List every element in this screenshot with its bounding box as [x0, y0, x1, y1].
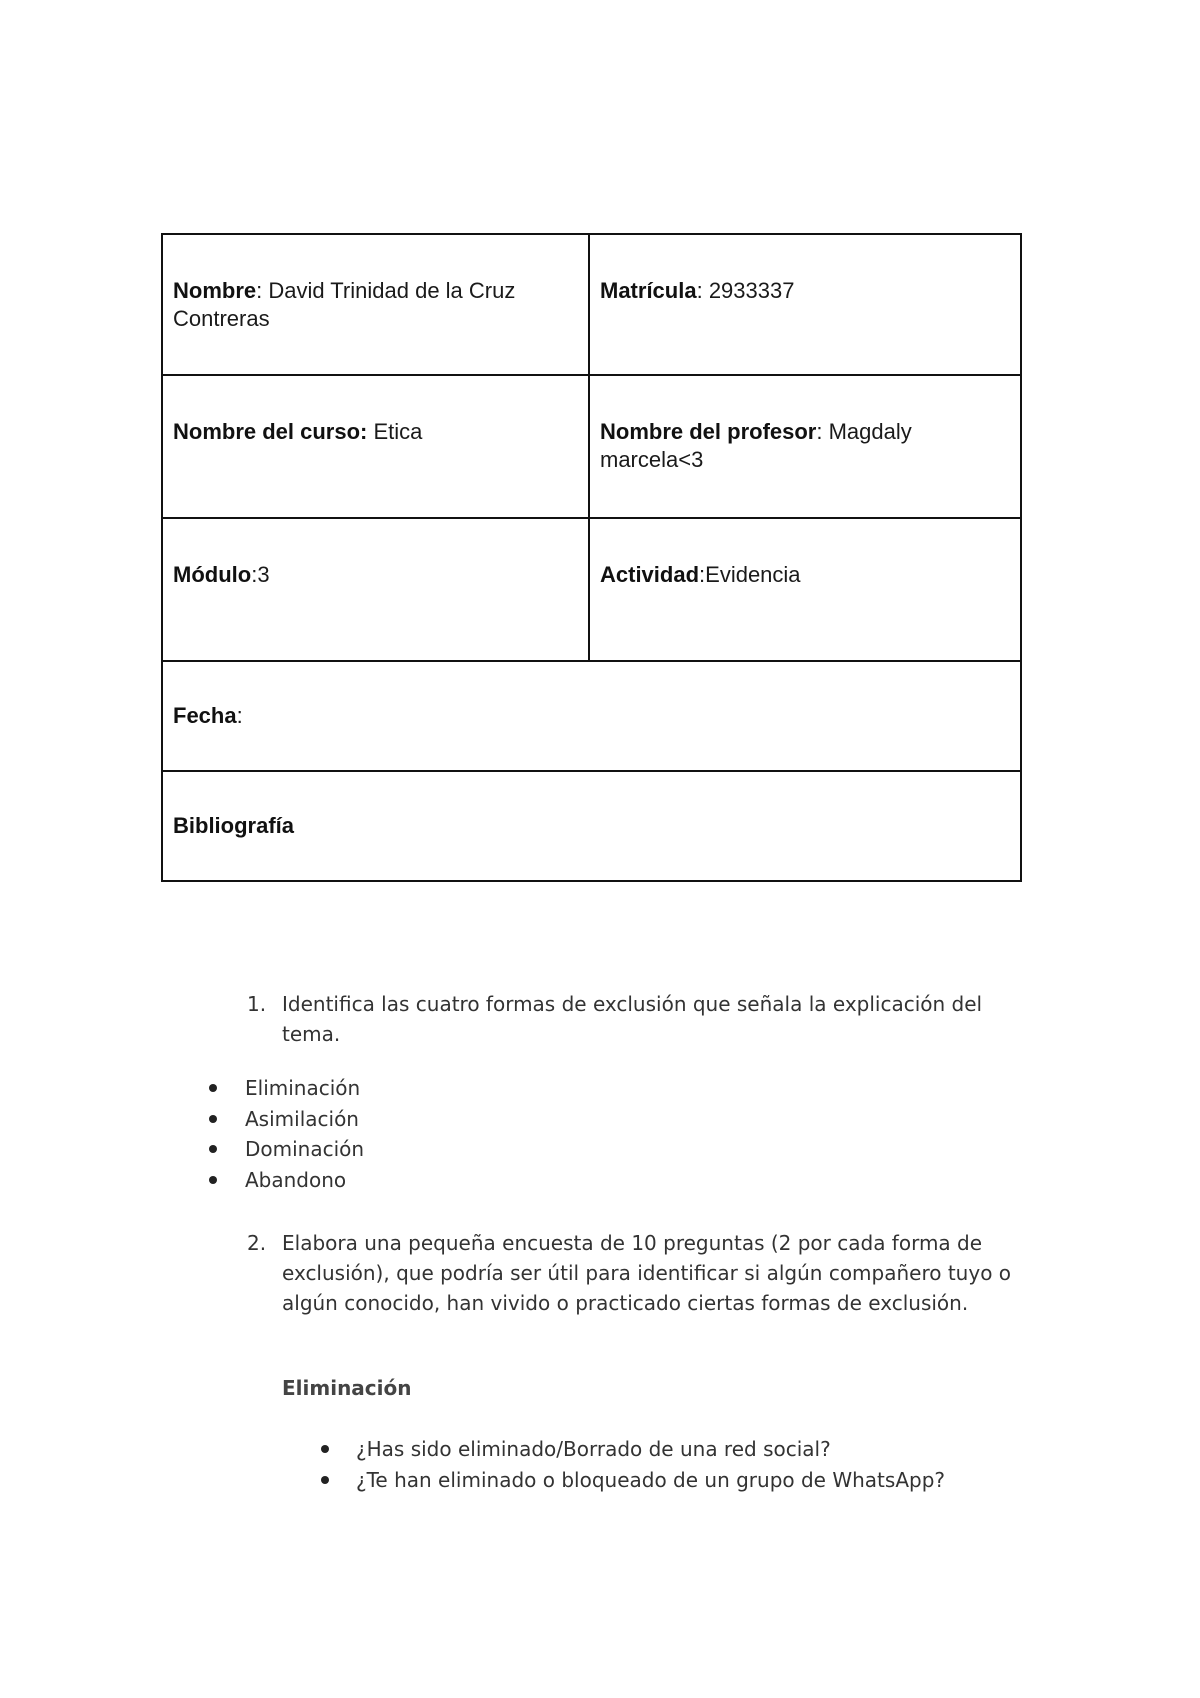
fecha-label: Fecha [173, 703, 237, 728]
curso-value: Etica [367, 419, 423, 444]
list-item [205, 1073, 364, 1104]
table-row [162, 661, 1021, 771]
bibliografia-cell [162, 771, 1021, 881]
bibliografia-label: Bibliografía [173, 813, 295, 838]
list-item-text: Asimilación [245, 1106, 359, 1131]
nombre-cell [162, 234, 589, 375]
actividad-cell [589, 518, 1021, 661]
list-item-text: ¿Te han eliminado o bloqueado de un grupo de WhatsApp? [356, 1467, 946, 1492]
matricula-value: : 2933337 [696, 278, 795, 303]
question-text: Identifica las cuatro formas de exclusión que señala la explicación del tema. [282, 992, 983, 1046]
list-item [318, 1434, 945, 1465]
nombre-label: Nombre [173, 278, 257, 303]
survey-section-title: Eliminación [282, 1376, 412, 1400]
matricula-cell [589, 234, 1021, 375]
table-row [162, 518, 1021, 661]
bullet-icon [209, 1176, 217, 1184]
actividad-value: :Evidencia [699, 562, 801, 587]
question-number: 2. [247, 1231, 267, 1255]
survey-questions-list [318, 1434, 945, 1495]
exclusion-forms-list [205, 1073, 364, 1195]
nombre-value: : David Trinidad de la Cruz Contreras [173, 278, 516, 331]
table-row [162, 375, 1021, 518]
list-item-text: ¿Has sido eliminado/Borrado de una red social? [356, 1437, 831, 1461]
bullet-icon [321, 1476, 329, 1484]
bullet-icon [209, 1115, 217, 1123]
modulo-value: :3 [251, 562, 270, 587]
question-text: Elabora una pequeña encuesta de 10 preguntas (2 por cada forma de exclusión), que podría ser útil para identificar si algún compañero tuyo o algún conocido, han vivido o practicado ciertas formas de exclusión. [282, 1231, 1012, 1315]
fecha-cell [162, 661, 1021, 771]
curso-label: Nombre del curso: [173, 419, 368, 444]
question-1 [247, 989, 1037, 1049]
profesor-value: : Magdaly marcela<3 [600, 419, 912, 472]
table-row [162, 771, 1021, 881]
matricula-label: Matrícula [600, 278, 697, 303]
fecha-value: : [236, 703, 243, 728]
bullet-icon [209, 1145, 217, 1153]
curso-cell [162, 375, 589, 518]
bullet-icon [209, 1084, 217, 1092]
student-info-table [161, 233, 1022, 882]
list-item [205, 1104, 364, 1135]
profesor-cell [589, 375, 1021, 518]
list-item-text: Eliminación [245, 1076, 361, 1100]
question-2 [247, 1228, 1037, 1318]
actividad-label: Actividad [600, 562, 700, 587]
list-item [318, 1465, 945, 1496]
profesor-label: Nombre del profesor [600, 419, 817, 444]
table-row [162, 234, 1021, 375]
modulo-label: Módulo [173, 562, 252, 587]
list-item-text: Abandono [245, 1167, 347, 1192]
list-item [205, 1165, 364, 1196]
list-item [205, 1134, 364, 1165]
modulo-cell [162, 518, 589, 661]
bullet-icon [321, 1445, 329, 1453]
question-number: 1. [247, 992, 267, 1016]
list-item-text: Dominación [245, 1137, 365, 1161]
